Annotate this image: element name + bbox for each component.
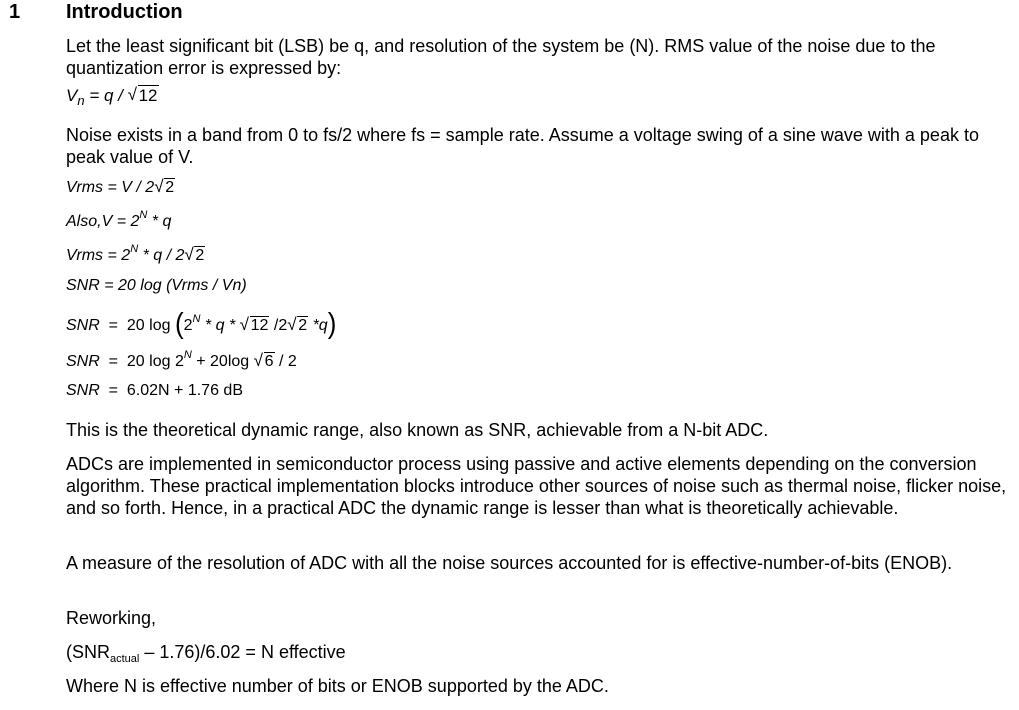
eq-also-rhs-post: * q xyxy=(147,213,172,230)
eq-snr3-mid: + 20log xyxy=(191,353,254,370)
eq-snr2-mid2: /2 xyxy=(269,317,288,334)
eq-also-sup: N xyxy=(139,209,148,221)
eq-snr1-lhs: SNR xyxy=(66,277,100,294)
sqrt-symbol xyxy=(184,245,205,267)
sqrt-symbol xyxy=(240,315,270,337)
equation-enob xyxy=(66,641,1014,666)
eq-vrms1-radicand: 2 xyxy=(165,179,175,196)
eq-snr3-sup: N xyxy=(183,349,192,361)
eq-snr2-pre: 20 log xyxy=(126,317,171,334)
eq-vrms2-lhs: Vrms xyxy=(66,247,104,264)
left-paren: ( xyxy=(174,306,184,340)
eq-snr2-post: *q xyxy=(308,317,328,334)
paragraph-enob-definition: A measure of the resolution of ADC with all the noise sources accounted for is effective-number-of-bits (ENOB). xyxy=(66,553,953,573)
eq-vrms2-radicand: 2 xyxy=(195,247,205,264)
equation-vrms-2 xyxy=(66,245,205,268)
eq-vrms1-lhs: Vrms xyxy=(66,179,104,196)
eq-vn-lhs: V xyxy=(66,86,78,105)
eq-vrms1-rhs: = V / 2 xyxy=(107,179,155,196)
eq-snr2-radicand-2: 2 xyxy=(298,317,308,334)
equation-vrms-1 xyxy=(66,177,175,199)
paragraph-reworking: Reworking, xyxy=(66,608,157,628)
equation-snr-4 xyxy=(66,380,243,402)
eq-vrms2-rhs-mid: * q / 2 xyxy=(138,247,185,264)
eq-snr2-two: 2 xyxy=(183,317,193,334)
paragraph-where-n: Where N is effective number of bits or ENOB supported by the ADC. xyxy=(66,676,609,696)
paragraph-lsb-intro: Let the least significant bit (LSB) be q, and resolution of the system be (N). RMS value of the noise due to the quantization error is expressed by: xyxy=(66,36,936,78)
sqrt-symbol xyxy=(154,177,175,199)
sqrt-symbol xyxy=(287,315,308,337)
eq-vrms2-sup: N xyxy=(130,243,139,255)
eq-snr2-sup: N xyxy=(192,313,201,325)
equation-snr-2 xyxy=(66,306,337,340)
eq-snr3-radicand: 6 xyxy=(264,353,274,370)
equation-snr-3 xyxy=(66,351,297,374)
section-number: 1 xyxy=(9,1,21,23)
eq-snr3-equals: = xyxy=(108,353,119,370)
eq-snr2-equals: = xyxy=(108,317,119,334)
eq-snr4-rhs: 6.02N + 1.76 dB xyxy=(126,382,243,399)
eq-vrms2-rhs-pre: = 2 xyxy=(107,247,131,264)
eq-snr2-lhs: SNR xyxy=(66,317,100,334)
right-paren: ) xyxy=(327,306,337,340)
eq-snr3-lhs: SNR xyxy=(66,353,100,370)
sqrt-symbol xyxy=(128,85,159,107)
paragraph-theoretical-range: This is the theoretical dynamic range, also known as SNR, achievable from a N-bit ADC. xyxy=(66,420,769,440)
eq-snr4-equals: = xyxy=(108,382,119,399)
eq-vn-radicand: 12 xyxy=(138,86,158,105)
eq-vn-sub: n xyxy=(77,93,85,108)
eq-snr3-post: / 2 xyxy=(274,353,297,370)
eq-enob-post: – 1.76)/6.02 = N effective xyxy=(139,642,346,662)
eq-also-lhs: Also,V xyxy=(66,213,113,230)
eq-snr1-rhs: = 20 log (Vrms / Vn) xyxy=(104,277,247,294)
eq-snr3-pre: 20 log 2 xyxy=(126,353,184,370)
eq-snr2-radicand-1: 12 xyxy=(250,317,269,334)
eq-also-rhs-pre: = 2 xyxy=(116,213,140,230)
eq-snr2-mid1: * q * xyxy=(200,317,240,334)
eq-vn-rhs: = q / xyxy=(89,86,128,105)
sqrt-symbol xyxy=(254,351,275,373)
equation-also-v xyxy=(66,211,171,234)
eq-enob-sub: actual xyxy=(110,653,140,665)
equation-snr-1 xyxy=(66,275,247,297)
equation-vn xyxy=(66,85,159,108)
eq-snr4-lhs: SNR xyxy=(66,382,100,399)
section-title: Introduction xyxy=(66,1,183,23)
eq-enob-pre: (SNR xyxy=(66,642,110,662)
paragraph-noise-band: Noise exists in a band from 0 to fs/2 where fs = sample rate. Assume a voltage swing of a sine wave with a peak to peak value of V. xyxy=(66,125,979,167)
paragraph-adc-implementation: ADCs are implemented in semiconductor process using passive and active elements depending on the conversion algorithm. These practical implementation blocks introduce other sources of noise such as thermal noise, flicker noise, and so forth. Hence, in a practical ADC the dynamic range is lesser than what is theoretically achievable. xyxy=(66,454,1007,518)
